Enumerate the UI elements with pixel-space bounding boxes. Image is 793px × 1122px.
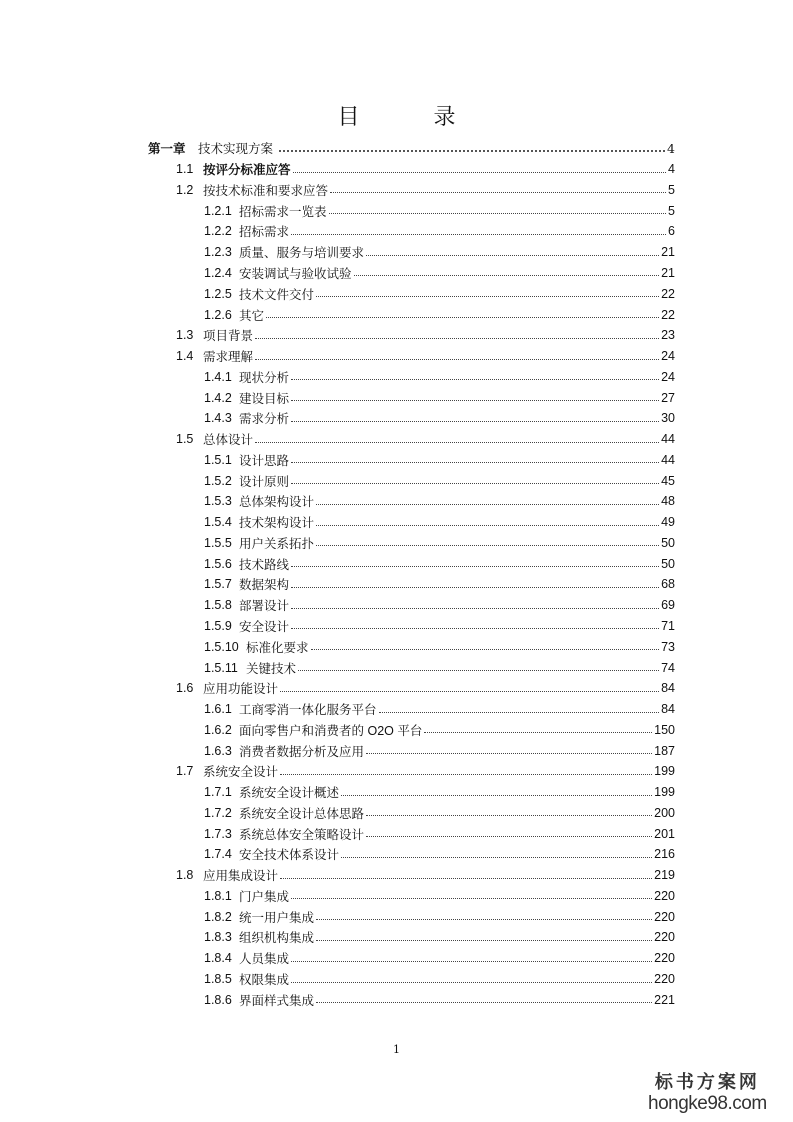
toc-entry[interactable] bbox=[0, 927, 675, 948]
toc-entry[interactable] bbox=[0, 699, 675, 720]
toc-entry-number: 第一章 bbox=[148, 142, 186, 157]
toc-entry-title: 系统安全设计总体思路 bbox=[239, 806, 365, 821]
watermark-url: hongke98.com bbox=[648, 1093, 767, 1114]
toc-entry-title: 人员集成 bbox=[239, 952, 290, 967]
toc-entry-number: 1.1 bbox=[176, 162, 194, 177]
toc-entry-title: 安全设计 bbox=[239, 619, 290, 634]
dot-leader bbox=[354, 275, 660, 276]
dot-leader bbox=[280, 774, 652, 775]
toc-entry-page: 220 bbox=[654, 930, 675, 945]
toc-entry-page: 220 bbox=[654, 888, 675, 903]
dot-leader bbox=[298, 670, 659, 671]
toc-entry-page: 24 bbox=[661, 369, 675, 384]
toc-entry-title: 按评分标准应答 bbox=[203, 163, 291, 178]
toc-entry-number: 1.4.1 bbox=[204, 369, 232, 384]
toc-entry-page: 71 bbox=[661, 618, 675, 633]
watermark-cn: 标书方案网 bbox=[654, 1072, 760, 1092]
toc-entry-title: 安装调试与验收试验 bbox=[239, 266, 352, 281]
toc-entry-title: 用户关系拓扑 bbox=[239, 536, 315, 551]
toc-entry-number: 1.5.5 bbox=[204, 535, 232, 550]
dot-leader bbox=[330, 192, 666, 193]
toc-entry[interactable] bbox=[0, 636, 675, 657]
dot-leader bbox=[316, 525, 659, 526]
toc-entry-number: 1.7 bbox=[176, 764, 194, 779]
toc-entry-number: 1.5.10 bbox=[204, 639, 239, 654]
toc-entry-number: 1.5.2 bbox=[204, 473, 232, 488]
dot-leader bbox=[291, 379, 659, 380]
toc-entry-number: 1.7.1 bbox=[204, 785, 232, 800]
dot-leader bbox=[291, 462, 659, 463]
toc-entry[interactable] bbox=[0, 782, 675, 803]
toc-entry-number: 1.5.1 bbox=[204, 452, 232, 467]
dot-leader bbox=[366, 255, 659, 256]
toc-entry-title: 技术路线 bbox=[239, 557, 290, 572]
toc-entry-title: 设计思路 bbox=[239, 453, 290, 468]
toc-entry-page: 22 bbox=[661, 307, 675, 322]
watermark-logo bbox=[648, 1068, 767, 1114]
toc-entry-title: 系统安全设计概述 bbox=[239, 786, 340, 801]
toc-entry-number: 1.8.3 bbox=[204, 930, 232, 945]
toc-entry-title: 技术架构设计 bbox=[239, 516, 315, 531]
dot-leader bbox=[293, 172, 667, 173]
toc-entry[interactable] bbox=[0, 657, 675, 678]
toc-entry-page: 5 bbox=[668, 182, 675, 197]
toc-entry-page: 49 bbox=[661, 515, 675, 530]
toc-entry-number: 1.8.1 bbox=[204, 888, 232, 903]
toc-entry-title: 工商零消一体化服务平台 bbox=[239, 703, 377, 718]
toc-entry[interactable] bbox=[0, 429, 675, 450]
dot-leader bbox=[266, 317, 659, 318]
dot-leader bbox=[291, 898, 652, 899]
dot-leader bbox=[291, 628, 659, 629]
toc-entry-page: 220 bbox=[654, 951, 675, 966]
toc-entry[interactable] bbox=[0, 969, 675, 990]
toc-entry-title: 数据架构 bbox=[239, 578, 290, 593]
toc-entry-page: 50 bbox=[661, 535, 675, 550]
toc-entry-page: 6 bbox=[668, 224, 675, 239]
dot-leader bbox=[379, 712, 660, 713]
toc-entry[interactable] bbox=[0, 283, 675, 304]
toc-entry-number: 1.5.4 bbox=[204, 515, 232, 530]
dot-leader bbox=[291, 961, 652, 962]
toc-entry-title: 设计原则 bbox=[239, 474, 290, 489]
dot-leader bbox=[255, 359, 659, 360]
dot-leader bbox=[291, 608, 659, 609]
dot-leader bbox=[279, 150, 665, 152]
toc-entry-page: 23 bbox=[661, 328, 675, 343]
dot-leader bbox=[291, 566, 659, 567]
dot-leader bbox=[291, 587, 659, 588]
dot-leader bbox=[291, 421, 659, 422]
toc-entry-title: 总体架构设计 bbox=[239, 495, 315, 510]
toc-entry-title: 系统总体安全策略设计 bbox=[239, 827, 365, 842]
dot-leader bbox=[280, 878, 652, 879]
toc-entry-page: 73 bbox=[661, 639, 675, 654]
toc-entry[interactable] bbox=[0, 740, 675, 761]
toc-entry[interactable] bbox=[0, 616, 675, 637]
toc-entry[interactable] bbox=[0, 449, 675, 470]
toc-entry-page: 48 bbox=[661, 494, 675, 509]
toc-entry-title: 应用功能设计 bbox=[203, 682, 279, 697]
toc-entry-title: 权限集成 bbox=[239, 973, 290, 987]
dot-leader bbox=[366, 753, 652, 754]
toc-entry-page: 68 bbox=[661, 577, 675, 592]
toc-entry[interactable] bbox=[0, 138, 675, 159]
toc-entry[interactable] bbox=[0, 221, 675, 242]
toc-entry-number: 1.6.1 bbox=[204, 702, 232, 717]
toc-entry-page: 27 bbox=[661, 390, 675, 405]
toc-entry-page: 220 bbox=[654, 909, 675, 924]
toc-entry-page: 219 bbox=[654, 868, 675, 883]
toc-entry-page: 187 bbox=[654, 743, 675, 758]
toc-entry-page: 69 bbox=[661, 598, 675, 613]
dot-leader bbox=[316, 919, 652, 920]
toc-entry[interactable] bbox=[0, 906, 675, 927]
table-of-contents bbox=[0, 138, 793, 1010]
dot-leader bbox=[291, 400, 659, 401]
toc-entry-title: 总体设计 bbox=[203, 433, 254, 448]
toc-entry-number: 1.8.2 bbox=[204, 909, 232, 924]
toc-entry-title: 项目背景 bbox=[203, 329, 254, 344]
toc-entry-number: 1.2.6 bbox=[204, 307, 232, 322]
toc-entry-title: 部署设计 bbox=[239, 599, 290, 614]
toc-entry-page: 50 bbox=[661, 556, 675, 571]
toc-entry-page: 74 bbox=[661, 660, 675, 675]
dot-leader bbox=[291, 483, 659, 484]
dot-leader bbox=[291, 982, 652, 983]
dot-leader bbox=[311, 649, 660, 650]
toc-entry-title: 组织机构集成 bbox=[239, 931, 315, 946]
toc-entry[interactable] bbox=[0, 242, 675, 263]
toc-entry-number: 1.2 bbox=[176, 182, 194, 197]
toc-entry[interactable] bbox=[0, 304, 675, 325]
toc-entry-page: 216 bbox=[654, 847, 675, 862]
toc-entry-page: 44 bbox=[661, 432, 675, 447]
toc-entry-title: 按技术标准和要求应答 bbox=[203, 183, 329, 198]
toc-entry-page: 4 bbox=[668, 162, 675, 177]
dot-leader bbox=[424, 732, 652, 733]
toc-entry-page: 221 bbox=[654, 992, 675, 1007]
toc-entry[interactable] bbox=[0, 533, 675, 554]
toc-entry-title: 质量、服务与培训要求 bbox=[239, 246, 365, 261]
toc-entry-number: 1.5.6 bbox=[204, 556, 232, 571]
toc-entry[interactable] bbox=[0, 346, 675, 367]
toc-entry-number: 1.8 bbox=[176, 868, 194, 883]
dot-leader bbox=[329, 213, 667, 214]
toc-entry-title: 消费者数据分析及应用 bbox=[239, 744, 365, 759]
toc-entry[interactable] bbox=[0, 512, 675, 533]
toc-entry-number: 1.7.2 bbox=[204, 805, 232, 820]
dot-leader bbox=[255, 338, 659, 339]
toc-entry-title: 面向零售户和消费者的 O2O 平台 bbox=[239, 723, 423, 738]
toc-entry-page: 150 bbox=[654, 722, 675, 737]
toc-entry-title: 招标需求一览表 bbox=[239, 204, 327, 219]
toc-entry-title: 标准化要求 bbox=[246, 640, 309, 655]
toc-entry-title: 系统安全设计 bbox=[203, 765, 279, 780]
toc-entry[interactable] bbox=[0, 200, 675, 221]
toc-entry[interactable] bbox=[0, 263, 675, 284]
toc-entry-page: 4 bbox=[667, 140, 675, 156]
toc-entry-number: 1.2.3 bbox=[204, 245, 232, 260]
toc-entry-number: 1.4.3 bbox=[204, 411, 232, 426]
toc-entry[interactable] bbox=[0, 803, 675, 824]
dot-leader bbox=[341, 857, 652, 858]
toc-entry[interactable] bbox=[0, 325, 675, 346]
dot-leader bbox=[316, 504, 659, 505]
toc-entry-number: 1.5.9 bbox=[204, 618, 232, 633]
toc-entry-number: 1.6 bbox=[176, 681, 194, 696]
toc-entry-page: 44 bbox=[661, 452, 675, 467]
toc-entry-page: 30 bbox=[661, 411, 675, 426]
toc-entry-page: 84 bbox=[661, 702, 675, 717]
dot-leader bbox=[366, 836, 652, 837]
toc-entry-number: 1.8.6 bbox=[204, 992, 232, 1007]
toc-entry-number: 1.5 bbox=[176, 432, 194, 447]
dot-leader bbox=[316, 940, 652, 941]
toc-entry[interactable] bbox=[0, 886, 675, 907]
toc-entry-page: 201 bbox=[654, 826, 675, 841]
toc-entry[interactable] bbox=[0, 989, 675, 1010]
toc-entry-number: 1.3 bbox=[176, 328, 194, 343]
toc-entry-number: 1.6.3 bbox=[204, 743, 232, 758]
toc-entry[interactable] bbox=[0, 387, 675, 408]
toc-entry-page: 24 bbox=[661, 349, 675, 364]
toc-entry-page: 220 bbox=[654, 972, 675, 986]
toc-entry-title: 门户集成 bbox=[239, 889, 290, 904]
toc-entry-page: 199 bbox=[654, 764, 675, 779]
toc-entry[interactable] bbox=[0, 491, 675, 512]
toc-entry-page: 45 bbox=[661, 473, 675, 488]
toc-entry-page: 84 bbox=[661, 681, 675, 696]
toc-entry-title: 需求理解 bbox=[203, 350, 254, 365]
toc-title: 目 录 bbox=[337, 105, 482, 130]
toc-entry[interactable] bbox=[0, 823, 675, 844]
toc-entry-page: 22 bbox=[661, 286, 675, 301]
toc-entry[interactable] bbox=[0, 595, 675, 616]
toc-entry[interactable] bbox=[0, 574, 675, 595]
dot-leader bbox=[316, 545, 659, 546]
toc-entry-number: 1.5.11 bbox=[204, 660, 238, 675]
toc-entry-number: 1.5.3 bbox=[204, 494, 232, 509]
page-number: 1 bbox=[393, 1043, 400, 1056]
toc-entry-number: 1.7.3 bbox=[204, 826, 232, 841]
toc-entry-page: 199 bbox=[654, 785, 675, 800]
toc-entry-number: 1.8.5 bbox=[204, 972, 232, 986]
toc-entry-title: 需求分析 bbox=[239, 412, 290, 427]
toc-entry-number: 1.2.5 bbox=[204, 286, 232, 301]
toc-entry[interactable] bbox=[0, 761, 675, 782]
dot-leader bbox=[341, 795, 652, 796]
toc-entry-title: 技术文件交付 bbox=[239, 287, 315, 302]
toc-entry-title: 现状分析 bbox=[239, 370, 290, 385]
toc-entry-number: 1.5.7 bbox=[204, 577, 232, 592]
toc-entry-page: 5 bbox=[668, 203, 675, 218]
toc-entry[interactable] bbox=[0, 948, 675, 969]
toc-entry[interactable] bbox=[0, 180, 675, 201]
toc-entry-title: 统一用户集成 bbox=[239, 910, 315, 925]
dot-leader bbox=[291, 234, 666, 235]
toc-entry-page: 21 bbox=[661, 245, 675, 260]
toc-entry-number: 1.4 bbox=[176, 349, 194, 364]
toc-entry[interactable] bbox=[0, 159, 675, 180]
toc-entry-title: 关键技术 bbox=[246, 661, 297, 676]
toc-entry-number: 1.2.1 bbox=[204, 203, 232, 218]
toc-entry-number: 1.6.2 bbox=[204, 722, 232, 737]
toc-entry-title: 招标需求 bbox=[239, 225, 290, 240]
toc-entry[interactable] bbox=[0, 553, 675, 574]
dot-leader bbox=[255, 442, 659, 443]
toc-entry[interactable] bbox=[0, 865, 675, 886]
toc-entry-number: 1.7.4 bbox=[204, 847, 232, 862]
toc-entry[interactable] bbox=[0, 678, 675, 699]
toc-entry-page: 200 bbox=[654, 805, 675, 820]
dot-leader bbox=[316, 1002, 652, 1003]
toc-entry-title: 其它 bbox=[239, 308, 265, 323]
toc-entry-title: 应用集成设计 bbox=[203, 869, 279, 884]
dot-leader bbox=[280, 691, 659, 692]
toc-entry[interactable] bbox=[0, 366, 675, 387]
toc-entry-title: 界面样式集成 bbox=[239, 993, 315, 1008]
dot-leader bbox=[316, 296, 659, 297]
toc-entry-number: 1.5.8 bbox=[204, 598, 232, 613]
toc-entry[interactable] bbox=[0, 719, 675, 740]
toc-entry-number: 1.2.2 bbox=[204, 224, 232, 239]
toc-entry-number: 1.2.4 bbox=[204, 265, 232, 280]
toc-entry[interactable] bbox=[0, 844, 675, 865]
toc-entry-page: 21 bbox=[661, 265, 675, 280]
dot-leader bbox=[366, 815, 652, 816]
toc-entry-number: 1.4.2 bbox=[204, 390, 232, 405]
toc-entry[interactable] bbox=[0, 408, 675, 429]
toc-entry-number: 1.8.4 bbox=[204, 951, 232, 966]
toc-entry-title: 安全技术体系设计 bbox=[239, 848, 340, 863]
toc-entry-title: 建设目标 bbox=[239, 391, 290, 406]
toc-entry[interactable] bbox=[0, 470, 675, 491]
toc-entry-title: 技术实现方案 bbox=[198, 141, 274, 157]
